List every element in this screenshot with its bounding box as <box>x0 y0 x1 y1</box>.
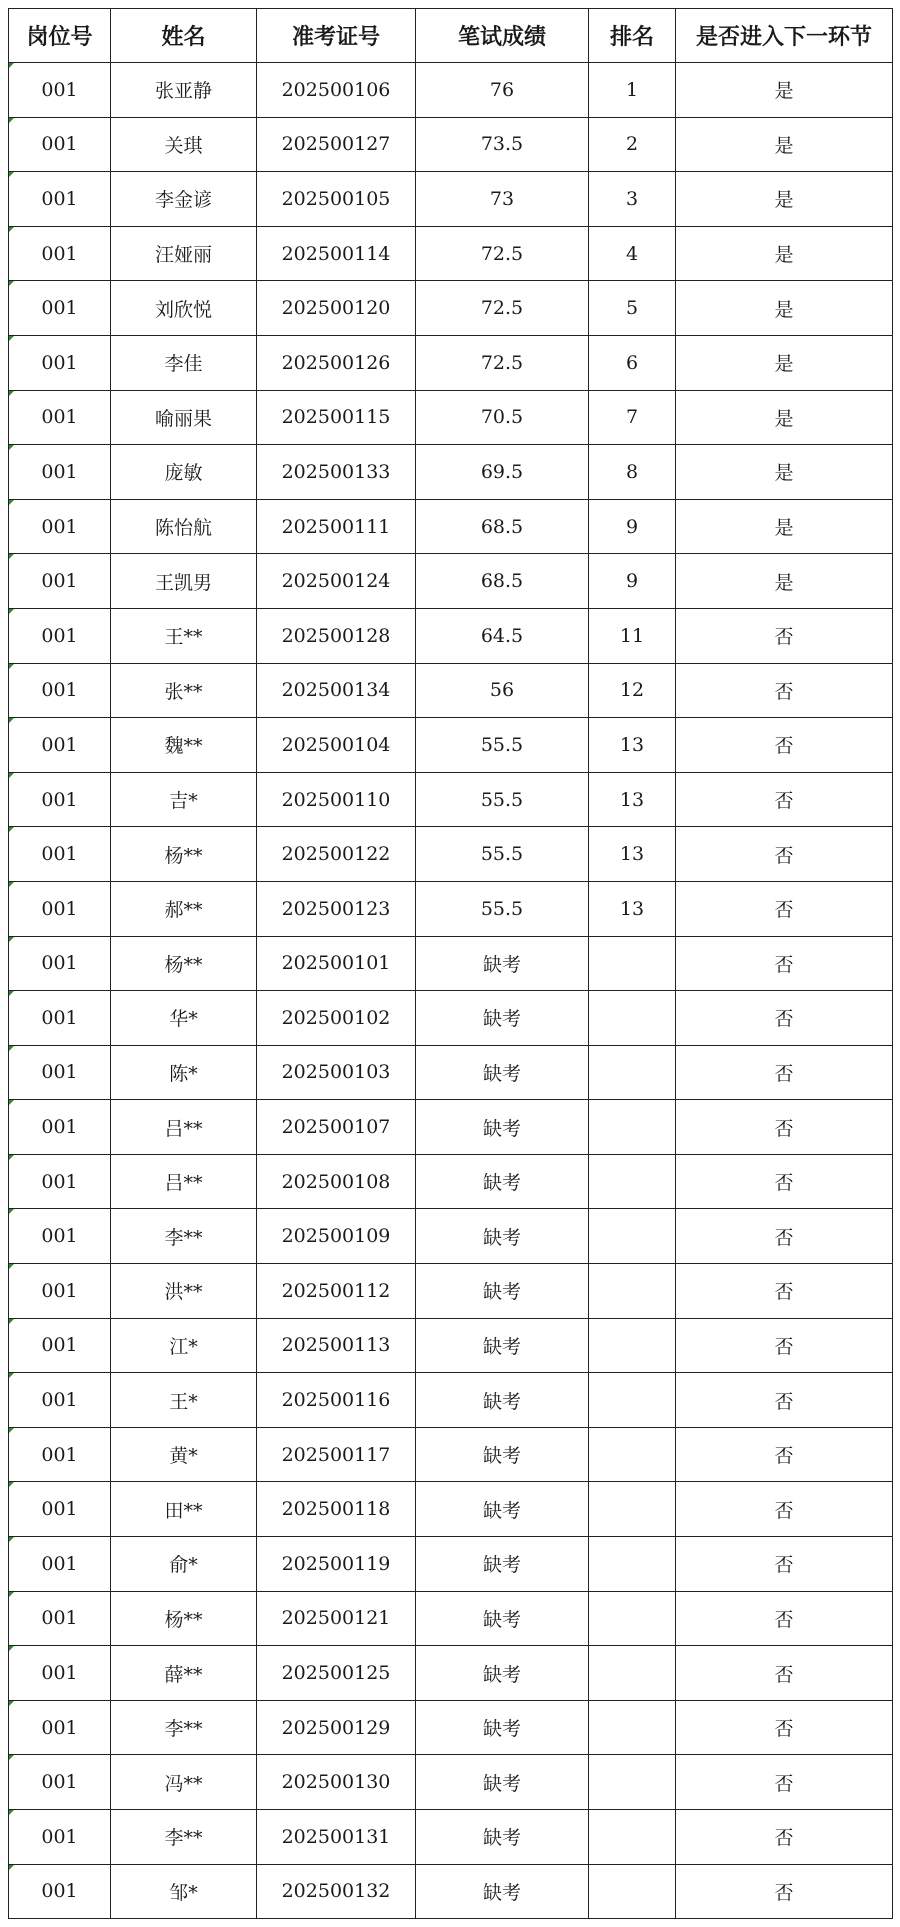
cell-post: 001 <box>9 1482 111 1537</box>
cell-name: 李** <box>111 1810 257 1865</box>
table-row <box>9 445 893 500</box>
cell-score: 68.5 <box>416 554 589 609</box>
table-row <box>9 827 893 882</box>
cell-next-stage: 否 <box>676 936 893 991</box>
cell-score: 缺考 <box>416 1045 589 1100</box>
cell-score: 64.5 <box>416 608 589 663</box>
cell-next-stage: 是 <box>676 554 893 609</box>
table-row <box>9 1264 893 1319</box>
cell-post: 001 <box>9 226 111 281</box>
cell-ticket: 202500109 <box>257 1209 416 1264</box>
cell-post: 001 <box>9 991 111 1046</box>
cell-next-stage: 否 <box>676 1427 893 1482</box>
cell-post: 001 <box>9 663 111 718</box>
cell-post: 001 <box>9 335 111 390</box>
cell-rank: 13 <box>589 881 676 936</box>
cell-name: 李** <box>111 1700 257 1755</box>
cell-rank <box>589 1264 676 1319</box>
table-body <box>9 63 893 1919</box>
cell-score: 缺考 <box>416 1591 589 1646</box>
cell-name: 魏** <box>111 718 257 773</box>
cell-ticket: 202500125 <box>257 1646 416 1701</box>
cell-post: 001 <box>9 772 111 827</box>
table-row <box>9 1755 893 1810</box>
cell-ticket: 202500123 <box>257 881 416 936</box>
cell-name: 庞敏 <box>111 445 257 500</box>
table-row <box>9 1646 893 1701</box>
cell-rank: 13 <box>589 772 676 827</box>
cell-name: 郝** <box>111 881 257 936</box>
header-ticket: 准考证号 <box>257 9 416 63</box>
cell-ticket: 202500103 <box>257 1045 416 1100</box>
cell-score: 69.5 <box>416 445 589 500</box>
cell-name: 邹* <box>111 1864 257 1919</box>
cell-name: 王* <box>111 1373 257 1428</box>
cell-score: 68.5 <box>416 499 589 554</box>
cell-rank: 6 <box>589 335 676 390</box>
cell-post: 001 <box>9 1318 111 1373</box>
cell-ticket: 202500108 <box>257 1154 416 1209</box>
cell-rank: 9 <box>589 499 676 554</box>
table-row <box>9 1427 893 1482</box>
table-row <box>9 1045 893 1100</box>
cell-name: 华* <box>111 991 257 1046</box>
cell-score: 缺考 <box>416 1646 589 1701</box>
cell-score: 55.5 <box>416 718 589 773</box>
table-row <box>9 663 893 718</box>
cell-next-stage: 是 <box>676 445 893 500</box>
cell-post: 001 <box>9 1154 111 1209</box>
cell-next-stage: 否 <box>676 1045 893 1100</box>
cell-score: 55.5 <box>416 772 589 827</box>
cell-rank <box>589 1154 676 1209</box>
cell-score: 72.5 <box>416 281 589 336</box>
table-row <box>9 335 893 390</box>
header-name: 姓名 <box>111 9 257 63</box>
cell-rank <box>589 1100 676 1155</box>
cell-post: 001 <box>9 1700 111 1755</box>
cell-score: 缺考 <box>416 1864 589 1919</box>
cell-score: 缺考 <box>416 1318 589 1373</box>
cell-rank <box>589 1373 676 1428</box>
cell-post: 001 <box>9 1373 111 1428</box>
cell-rank: 2 <box>589 117 676 172</box>
cell-ticket: 202500104 <box>257 718 416 773</box>
cell-name: 俞* <box>111 1537 257 1592</box>
score-table <box>8 8 893 1919</box>
table-row <box>9 1700 893 1755</box>
cell-ticket: 202500112 <box>257 1264 416 1319</box>
cell-ticket: 202500118 <box>257 1482 416 1537</box>
cell-next-stage: 否 <box>676 663 893 718</box>
cell-name: 杨** <box>111 936 257 991</box>
cell-next-stage: 否 <box>676 991 893 1046</box>
cell-post: 001 <box>9 554 111 609</box>
cell-ticket: 202500122 <box>257 827 416 882</box>
cell-ticket: 202500129 <box>257 1700 416 1755</box>
table-row <box>9 499 893 554</box>
cell-post: 001 <box>9 1810 111 1865</box>
cell-next-stage: 否 <box>676 1537 893 1592</box>
cell-rank: 3 <box>589 172 676 227</box>
cell-next-stage: 是 <box>676 172 893 227</box>
cell-next-stage: 是 <box>676 226 893 281</box>
cell-ticket: 202500105 <box>257 172 416 227</box>
cell-name: 杨** <box>111 827 257 882</box>
cell-next-stage: 是 <box>676 335 893 390</box>
cell-score: 55.5 <box>416 827 589 882</box>
cell-name: 陈怡航 <box>111 499 257 554</box>
table-row <box>9 1482 893 1537</box>
cell-post: 001 <box>9 881 111 936</box>
cell-next-stage: 否 <box>676 1700 893 1755</box>
cell-score: 缺考 <box>416 991 589 1046</box>
cell-rank: 4 <box>589 226 676 281</box>
cell-ticket: 202500115 <box>257 390 416 445</box>
cell-rank: 8 <box>589 445 676 500</box>
cell-score: 72.5 <box>416 226 589 281</box>
table-row <box>9 554 893 609</box>
cell-rank <box>589 1810 676 1865</box>
cell-rank <box>589 991 676 1046</box>
cell-rank <box>589 1646 676 1701</box>
header-next-stage: 是否进入下一环节 <box>676 9 893 63</box>
table-row <box>9 1154 893 1209</box>
cell-name: 洪** <box>111 1264 257 1319</box>
cell-post: 001 <box>9 718 111 773</box>
cell-name: 张亚静 <box>111 63 257 118</box>
cell-ticket: 202500107 <box>257 1100 416 1155</box>
header-score: 笔试成绩 <box>416 9 589 63</box>
cell-next-stage: 否 <box>676 718 893 773</box>
cell-rank <box>589 1537 676 1592</box>
table-row <box>9 172 893 227</box>
cell-name: 王凯男 <box>111 554 257 609</box>
cell-name: 李佳 <box>111 335 257 390</box>
cell-rank: 9 <box>589 554 676 609</box>
table-row <box>9 881 893 936</box>
cell-score: 缺考 <box>416 1482 589 1537</box>
cell-next-stage: 否 <box>676 1591 893 1646</box>
table-row <box>9 1318 893 1373</box>
cell-ticket: 202500131 <box>257 1810 416 1865</box>
cell-next-stage: 否 <box>676 772 893 827</box>
cell-next-stage: 否 <box>676 1154 893 1209</box>
cell-ticket: 202500121 <box>257 1591 416 1646</box>
table-row <box>9 281 893 336</box>
cell-post: 001 <box>9 499 111 554</box>
cell-score: 缺考 <box>416 1537 589 1592</box>
cell-name: 薛** <box>111 1646 257 1701</box>
cell-rank <box>589 1427 676 1482</box>
table-row <box>9 718 893 773</box>
cell-post: 001 <box>9 827 111 882</box>
cell-post: 001 <box>9 1755 111 1810</box>
cell-post: 001 <box>9 1427 111 1482</box>
cell-score: 缺考 <box>416 1700 589 1755</box>
cell-post: 001 <box>9 1591 111 1646</box>
cell-score: 70.5 <box>416 390 589 445</box>
cell-ticket: 202500126 <box>257 335 416 390</box>
cell-rank <box>589 1045 676 1100</box>
table-row <box>9 991 893 1046</box>
cell-ticket: 202500101 <box>257 936 416 991</box>
cell-next-stage: 是 <box>676 281 893 336</box>
cell-ticket: 202500133 <box>257 445 416 500</box>
cell-post: 001 <box>9 1646 111 1701</box>
cell-score: 76 <box>416 63 589 118</box>
cell-name: 王** <box>111 608 257 663</box>
cell-name: 江* <box>111 1318 257 1373</box>
table-row <box>9 63 893 118</box>
table-row <box>9 1591 893 1646</box>
cell-next-stage: 是 <box>676 499 893 554</box>
cell-rank: 13 <box>589 718 676 773</box>
cell-ticket: 202500102 <box>257 991 416 1046</box>
table-row <box>9 390 893 445</box>
cell-post: 001 <box>9 281 111 336</box>
cell-score: 55.5 <box>416 881 589 936</box>
cell-score: 缺考 <box>416 1810 589 1865</box>
cell-score: 缺考 <box>416 1154 589 1209</box>
table-row <box>9 1810 893 1865</box>
cell-ticket: 202500120 <box>257 281 416 336</box>
header-post: 岗位号 <box>9 9 111 63</box>
cell-post: 001 <box>9 1100 111 1155</box>
cell-name: 李金谚 <box>111 172 257 227</box>
cell-score: 73.5 <box>416 117 589 172</box>
cell-rank <box>589 1755 676 1810</box>
cell-score: 缺考 <box>416 936 589 991</box>
cell-next-stage: 是 <box>676 390 893 445</box>
cell-name: 张** <box>111 663 257 718</box>
table-row <box>9 772 893 827</box>
cell-next-stage: 否 <box>676 1755 893 1810</box>
cell-rank: 12 <box>589 663 676 718</box>
cell-post: 001 <box>9 117 111 172</box>
cell-name: 汪娅丽 <box>111 226 257 281</box>
cell-name: 关琪 <box>111 117 257 172</box>
cell-post: 001 <box>9 172 111 227</box>
cell-rank: 1 <box>589 63 676 118</box>
cell-name: 黄* <box>111 1427 257 1482</box>
cell-ticket: 202500134 <box>257 663 416 718</box>
cell-ticket: 202500124 <box>257 554 416 609</box>
cell-ticket: 202500113 <box>257 1318 416 1373</box>
cell-name: 田** <box>111 1482 257 1537</box>
table-row <box>9 1100 893 1155</box>
table-row <box>9 1864 893 1919</box>
cell-ticket: 202500111 <box>257 499 416 554</box>
cell-ticket: 202500116 <box>257 1373 416 1428</box>
table-row <box>9 936 893 991</box>
cell-name: 吕** <box>111 1100 257 1155</box>
cell-post: 001 <box>9 445 111 500</box>
cell-next-stage: 否 <box>676 1482 893 1537</box>
cell-ticket: 202500114 <box>257 226 416 281</box>
cell-rank <box>589 1864 676 1919</box>
cell-rank <box>589 1591 676 1646</box>
table-row <box>9 1537 893 1592</box>
cell-score: 缺考 <box>416 1209 589 1264</box>
cell-name: 杨** <box>111 1591 257 1646</box>
cell-next-stage: 否 <box>676 827 893 882</box>
cell-score: 73 <box>416 172 589 227</box>
cell-score: 缺考 <box>416 1373 589 1428</box>
cell-rank: 5 <box>589 281 676 336</box>
cell-score: 缺考 <box>416 1264 589 1319</box>
cell-ticket: 202500130 <box>257 1755 416 1810</box>
cell-ticket: 202500106 <box>257 63 416 118</box>
cell-post: 001 <box>9 1209 111 1264</box>
cell-name: 陈* <box>111 1045 257 1100</box>
cell-score: 缺考 <box>416 1427 589 1482</box>
cell-rank <box>589 1482 676 1537</box>
table-row <box>9 1209 893 1264</box>
cell-next-stage: 否 <box>676 881 893 936</box>
cell-ticket: 202500119 <box>257 1537 416 1592</box>
cell-next-stage: 是 <box>676 63 893 118</box>
cell-rank <box>589 1318 676 1373</box>
cell-next-stage: 否 <box>676 1264 893 1319</box>
cell-rank: 7 <box>589 390 676 445</box>
cell-post: 001 <box>9 390 111 445</box>
cell-name: 刘欣悦 <box>111 281 257 336</box>
cell-post: 001 <box>9 1537 111 1592</box>
header-rank: 排名 <box>589 9 676 63</box>
cell-ticket: 202500128 <box>257 608 416 663</box>
cell-post: 001 <box>9 608 111 663</box>
cell-name: 吉* <box>111 772 257 827</box>
cell-score: 72.5 <box>416 335 589 390</box>
cell-ticket: 202500132 <box>257 1864 416 1919</box>
cell-name: 吕** <box>111 1154 257 1209</box>
cell-next-stage: 否 <box>676 1646 893 1701</box>
cell-name: 喻丽果 <box>111 390 257 445</box>
cell-next-stage: 否 <box>676 1373 893 1428</box>
table-row <box>9 608 893 663</box>
table-row <box>9 117 893 172</box>
cell-post: 001 <box>9 1264 111 1319</box>
cell-score: 缺考 <box>416 1755 589 1810</box>
cell-rank <box>589 936 676 991</box>
cell-next-stage: 否 <box>676 1209 893 1264</box>
cell-next-stage: 否 <box>676 1864 893 1919</box>
cell-post: 001 <box>9 1864 111 1919</box>
table-header-row <box>9 9 893 63</box>
table-row <box>9 226 893 281</box>
table-row <box>9 1373 893 1428</box>
cell-ticket: 202500117 <box>257 1427 416 1482</box>
cell-name: 冯** <box>111 1755 257 1810</box>
cell-next-stage: 是 <box>676 117 893 172</box>
cell-next-stage: 否 <box>676 1318 893 1373</box>
cell-rank: 11 <box>589 608 676 663</box>
cell-next-stage: 否 <box>676 608 893 663</box>
cell-ticket: 202500110 <box>257 772 416 827</box>
cell-post: 001 <box>9 1045 111 1100</box>
cell-next-stage: 否 <box>676 1100 893 1155</box>
cell-post: 001 <box>9 936 111 991</box>
cell-ticket: 202500127 <box>257 117 416 172</box>
cell-score: 56 <box>416 663 589 718</box>
cell-rank <box>589 1700 676 1755</box>
cell-post: 001 <box>9 63 111 118</box>
cell-name: 李** <box>111 1209 257 1264</box>
cell-rank <box>589 1209 676 1264</box>
cell-score: 缺考 <box>416 1100 589 1155</box>
cell-rank: 13 <box>589 827 676 882</box>
cell-next-stage: 否 <box>676 1810 893 1865</box>
